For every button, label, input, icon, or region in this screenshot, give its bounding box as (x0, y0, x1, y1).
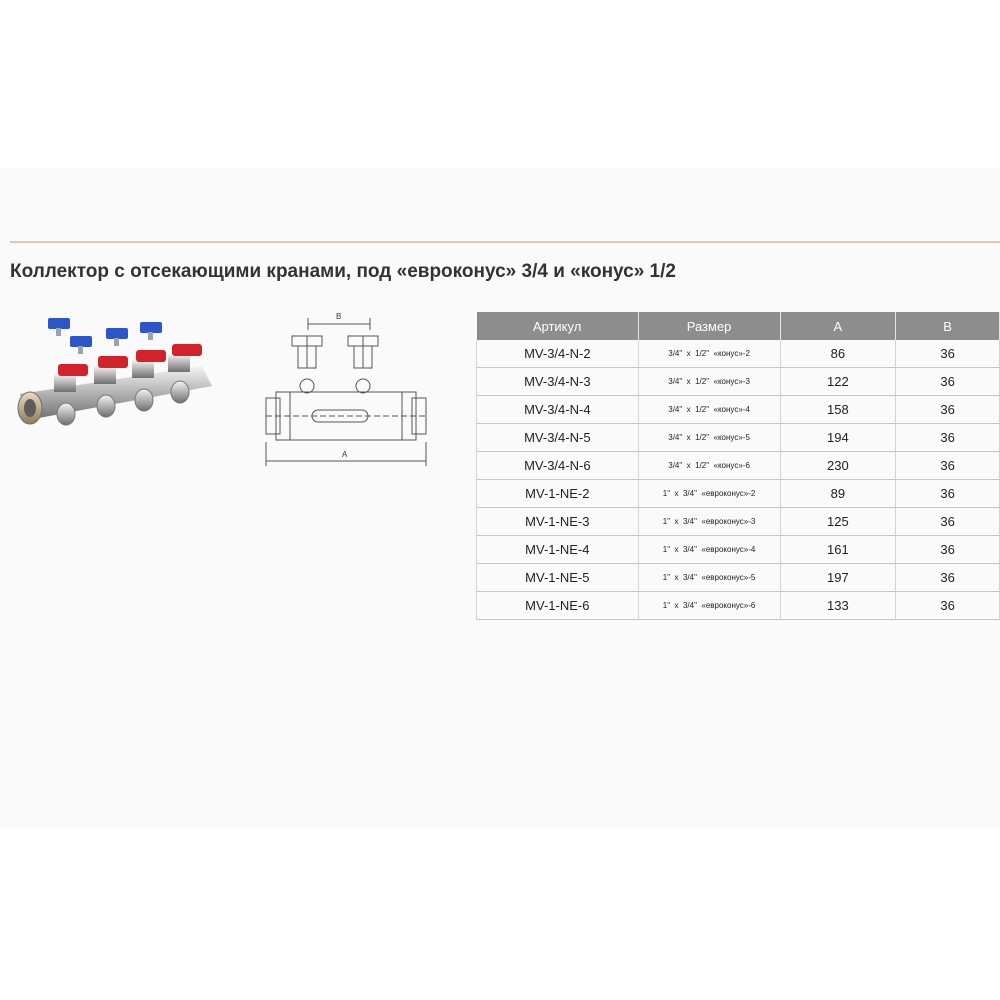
cell-size: 3/4" x 1/2" «конус»-4 (638, 396, 780, 424)
table-row (477, 424, 1000, 452)
cell-size: 1" x 3/4" «евроконус»-2 (638, 480, 780, 508)
dimension-label-a: A (342, 450, 348, 459)
cell-a: 197 (780, 564, 896, 592)
cell-b: 36 (896, 452, 1000, 480)
blue-handle-icon (70, 336, 92, 354)
table-row (477, 452, 1000, 480)
cell-size: 3/4" x 1/2" «конус»-6 (638, 452, 780, 480)
cell-a: 161 (780, 536, 896, 564)
cell-b: 36 (896, 536, 1000, 564)
cell-size: 1" x 3/4" «евроконус»-5 (638, 564, 780, 592)
table-row (477, 564, 1000, 592)
cell-article: MV-3/4-N-4 (477, 396, 639, 424)
manifold-valves-photo (12, 316, 224, 446)
cell-article: MV-1-NE-5 (477, 564, 639, 592)
dimension-drawing (262, 306, 430, 470)
blue-handle-icon (48, 318, 70, 336)
table-row (477, 368, 1000, 396)
cell-size: 3/4" x 1/2" «конус»-3 (638, 368, 780, 396)
cell-a: 158 (780, 396, 896, 424)
cell-a: 125 (780, 508, 896, 536)
cell-b: 36 (896, 508, 1000, 536)
table-row (477, 340, 1000, 368)
cell-b: 36 (896, 340, 1000, 368)
page-title: Коллектор с отсекающими кранами, под «евроконус» 3/4 и «конус» 1/2 (10, 261, 676, 282)
cell-article: MV-3/4-N-3 (477, 368, 639, 396)
column-header-article: Артикул (477, 312, 639, 340)
table-row (477, 508, 1000, 536)
cell-a: 122 (780, 368, 896, 396)
cell-b: 36 (896, 564, 1000, 592)
cell-article: MV-1-NE-2 (477, 480, 639, 508)
cell-a: 89 (780, 480, 896, 508)
cell-size: 1" x 3/4" «евроконус»-4 (638, 536, 780, 564)
cell-article: MV-3/4-N-5 (477, 424, 639, 452)
blue-handle-icon (106, 328, 128, 346)
table-header-row (477, 312, 1000, 340)
cell-article: MV-3/4-N-2 (477, 340, 639, 368)
cell-size: 3/4" x 1/2" «конус»-2 (638, 340, 780, 368)
cell-size: 1" x 3/4" «евроконус»-6 (638, 592, 780, 620)
table-row (477, 536, 1000, 564)
table-row (477, 480, 1000, 508)
cell-b: 36 (896, 592, 1000, 620)
cell-size: 1" x 3/4" «евроконус»-3 (638, 508, 780, 536)
table-row (477, 396, 1000, 424)
column-header-size: Размер (638, 312, 780, 340)
table-row (477, 592, 1000, 620)
cell-b: 36 (896, 480, 1000, 508)
cell-b: 36 (896, 396, 1000, 424)
cell-article: MV-1-NE-3 (477, 508, 639, 536)
cell-a: 230 (780, 452, 896, 480)
dimension-label-b: B (336, 312, 342, 321)
cell-a: 133 (780, 592, 896, 620)
blue-handle-icon (140, 322, 162, 340)
cell-article: MV-1-NE-4 (477, 536, 639, 564)
cell-size: 3/4" x 1/2" «конус»-5 (638, 424, 780, 452)
cell-article: MV-3/4-N-6 (477, 452, 639, 480)
accent-divider (10, 241, 1000, 243)
cell-a: 86 (780, 340, 896, 368)
cell-article: MV-1-NE-6 (477, 592, 639, 620)
cell-b: 36 (896, 424, 1000, 452)
cell-a: 194 (780, 424, 896, 452)
column-header-b: B (896, 312, 1000, 340)
column-header-a: A (780, 312, 896, 340)
cell-b: 36 (896, 368, 1000, 396)
spec-table (476, 312, 1000, 620)
